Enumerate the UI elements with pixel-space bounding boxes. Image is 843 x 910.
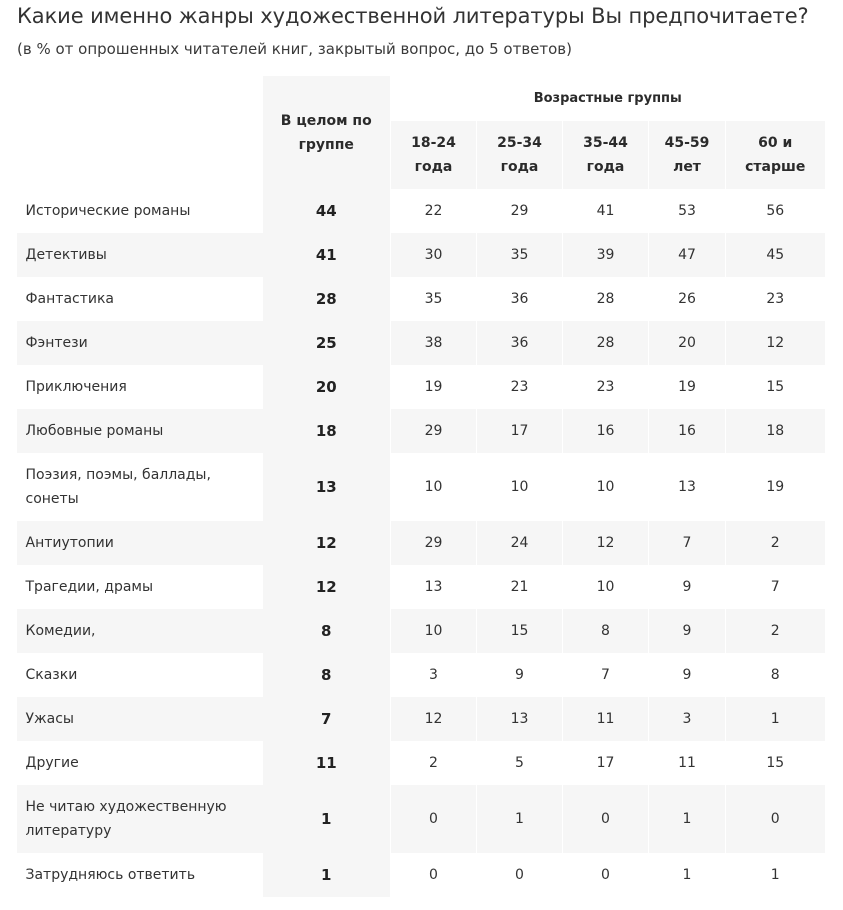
row-label: Затрудняюсь ответить bbox=[17, 853, 263, 897]
row-label: Детективы bbox=[17, 233, 263, 277]
row-total: 11 bbox=[263, 741, 391, 785]
row-age-value: 39 bbox=[563, 233, 649, 277]
row-age-value: 17 bbox=[563, 741, 649, 785]
row-age-value: 41 bbox=[563, 189, 649, 233]
table-row bbox=[17, 653, 825, 697]
row-label: Исторические романы bbox=[17, 189, 263, 233]
row-age-value: 56 bbox=[726, 189, 825, 233]
row-age-value: 29 bbox=[391, 521, 477, 565]
header-total: В целом по группе bbox=[263, 76, 391, 189]
row-total: 1 bbox=[263, 853, 391, 897]
table-row bbox=[17, 697, 825, 741]
row-age-value: 38 bbox=[391, 321, 477, 365]
row-age-value: 15 bbox=[726, 741, 825, 785]
row-age-value: 0 bbox=[477, 853, 563, 897]
header-age-group: 35-44 года bbox=[563, 121, 649, 189]
table-row bbox=[17, 565, 825, 609]
row-age-value: 24 bbox=[477, 521, 563, 565]
row-total: 25 bbox=[263, 321, 391, 365]
row-label: Ужасы bbox=[17, 697, 263, 741]
row-age-value: 22 bbox=[391, 189, 477, 233]
row-age-value: 0 bbox=[391, 785, 477, 853]
row-label: Любовные романы bbox=[17, 409, 263, 453]
row-age-value: 12 bbox=[563, 521, 649, 565]
row-age-value: 35 bbox=[477, 233, 563, 277]
row-total: 1 bbox=[263, 785, 391, 853]
row-age-value: 1 bbox=[649, 853, 726, 897]
row-age-value: 0 bbox=[726, 785, 825, 853]
row-label: Приключения bbox=[17, 365, 263, 409]
table-row bbox=[17, 521, 825, 565]
row-age-value: 30 bbox=[391, 233, 477, 277]
row-age-value: 15 bbox=[726, 365, 825, 409]
row-label: Сказки bbox=[17, 653, 263, 697]
header-age-group: 60 и старше bbox=[726, 121, 825, 189]
row-age-value: 35 bbox=[391, 277, 477, 321]
row-age-value: 13 bbox=[649, 453, 726, 521]
header-age-group: 25-34 года bbox=[477, 121, 563, 189]
row-age-value: 16 bbox=[649, 409, 726, 453]
row-total: 12 bbox=[263, 521, 391, 565]
row-age-value: 5 bbox=[477, 741, 563, 785]
row-age-value: 1 bbox=[649, 785, 726, 853]
row-age-value: 20 bbox=[649, 321, 726, 365]
page-title: Какие именно жанры художественной литературы Вы предпочитаете? bbox=[17, 4, 809, 28]
row-age-value: 28 bbox=[563, 321, 649, 365]
row-total: 8 bbox=[263, 653, 391, 697]
row-age-value: 1 bbox=[477, 785, 563, 853]
row-age-value: 1 bbox=[726, 697, 825, 741]
row-age-value: 3 bbox=[391, 653, 477, 697]
table-row bbox=[17, 453, 825, 521]
row-age-value: 29 bbox=[391, 409, 477, 453]
row-age-value: 8 bbox=[563, 609, 649, 653]
row-age-value: 0 bbox=[563, 853, 649, 897]
row-age-value: 23 bbox=[726, 277, 825, 321]
row-age-value: 1 bbox=[726, 853, 825, 897]
row-age-value: 47 bbox=[649, 233, 726, 277]
header-age-groups-title: Возрастные группы bbox=[391, 76, 825, 121]
row-age-value: 21 bbox=[477, 565, 563, 609]
row-age-value: 0 bbox=[563, 785, 649, 853]
table-row bbox=[17, 409, 825, 453]
table-row bbox=[17, 365, 825, 409]
row-age-value: 17 bbox=[477, 409, 563, 453]
table-body bbox=[17, 189, 825, 897]
row-label: Поэзия, поэмы, баллады, сонеты bbox=[17, 453, 263, 521]
row-age-value: 23 bbox=[477, 365, 563, 409]
row-age-value: 23 bbox=[563, 365, 649, 409]
row-age-value: 2 bbox=[726, 521, 825, 565]
header-empty-cell bbox=[17, 121, 263, 189]
row-age-value: 45 bbox=[726, 233, 825, 277]
row-age-value: 7 bbox=[726, 565, 825, 609]
row-age-value: 9 bbox=[477, 653, 563, 697]
row-total: 20 bbox=[263, 365, 391, 409]
table-row bbox=[17, 785, 825, 853]
row-age-value: 12 bbox=[726, 321, 825, 365]
row-total: 12 bbox=[263, 565, 391, 609]
row-total: 8 bbox=[263, 609, 391, 653]
header-age-group: 18-24 года bbox=[391, 121, 477, 189]
table-row bbox=[17, 741, 825, 785]
row-label: Фантастика bbox=[17, 277, 263, 321]
row-label: Другие bbox=[17, 741, 263, 785]
row-age-value: 28 bbox=[563, 277, 649, 321]
row-label: Комедии, bbox=[17, 609, 263, 653]
row-label: Фэнтези bbox=[17, 321, 263, 365]
table-row bbox=[17, 189, 825, 233]
row-age-value: 11 bbox=[563, 697, 649, 741]
row-age-value: 16 bbox=[563, 409, 649, 453]
row-label: Трагедии, драмы bbox=[17, 565, 263, 609]
row-total: 13 bbox=[263, 453, 391, 521]
row-age-value: 36 bbox=[477, 277, 563, 321]
row-age-value: 7 bbox=[563, 653, 649, 697]
row-age-value: 9 bbox=[649, 653, 726, 697]
row-total: 44 bbox=[263, 189, 391, 233]
row-age-value: 2 bbox=[391, 741, 477, 785]
row-age-value: 53 bbox=[649, 189, 726, 233]
page-subtitle: (в % от опрошенных читателей книг, закрытый вопрос, до 5 ответов) bbox=[17, 40, 572, 58]
row-age-value: 10 bbox=[477, 453, 563, 521]
row-age-value: 12 bbox=[391, 697, 477, 741]
row-age-value: 3 bbox=[649, 697, 726, 741]
row-age-value: 10 bbox=[391, 453, 477, 521]
row-age-value: 10 bbox=[563, 565, 649, 609]
row-age-value: 13 bbox=[477, 697, 563, 741]
table-row bbox=[17, 853, 825, 897]
row-total: 18 bbox=[263, 409, 391, 453]
row-total: 28 bbox=[263, 277, 391, 321]
header-empty-cell bbox=[17, 76, 263, 121]
row-age-value: 9 bbox=[649, 609, 726, 653]
row-age-value: 36 bbox=[477, 321, 563, 365]
row-age-value: 0 bbox=[391, 853, 477, 897]
survey-table bbox=[16, 76, 825, 897]
row-age-value: 19 bbox=[391, 365, 477, 409]
table-row bbox=[17, 321, 825, 365]
row-total: 7 bbox=[263, 697, 391, 741]
row-total: 41 bbox=[263, 233, 391, 277]
row-age-value: 29 bbox=[477, 189, 563, 233]
row-age-value: 11 bbox=[649, 741, 726, 785]
row-label: Не читаю художественную литературу bbox=[17, 785, 263, 853]
row-age-value: 2 bbox=[726, 609, 825, 653]
row-label: Антиутопии bbox=[17, 521, 263, 565]
row-age-value: 15 bbox=[477, 609, 563, 653]
row-age-value: 19 bbox=[726, 453, 825, 521]
row-age-value: 8 bbox=[726, 653, 825, 697]
row-age-value: 18 bbox=[726, 409, 825, 453]
row-age-value: 10 bbox=[391, 609, 477, 653]
table-row bbox=[17, 233, 825, 277]
row-age-value: 26 bbox=[649, 277, 726, 321]
row-age-value: 10 bbox=[563, 453, 649, 521]
row-age-value: 13 bbox=[391, 565, 477, 609]
row-age-value: 19 bbox=[649, 365, 726, 409]
row-age-value: 7 bbox=[649, 521, 726, 565]
table-row bbox=[17, 609, 825, 653]
table-row bbox=[17, 277, 825, 321]
header-age-group: 45-59 лет bbox=[649, 121, 726, 189]
row-age-value: 9 bbox=[649, 565, 726, 609]
